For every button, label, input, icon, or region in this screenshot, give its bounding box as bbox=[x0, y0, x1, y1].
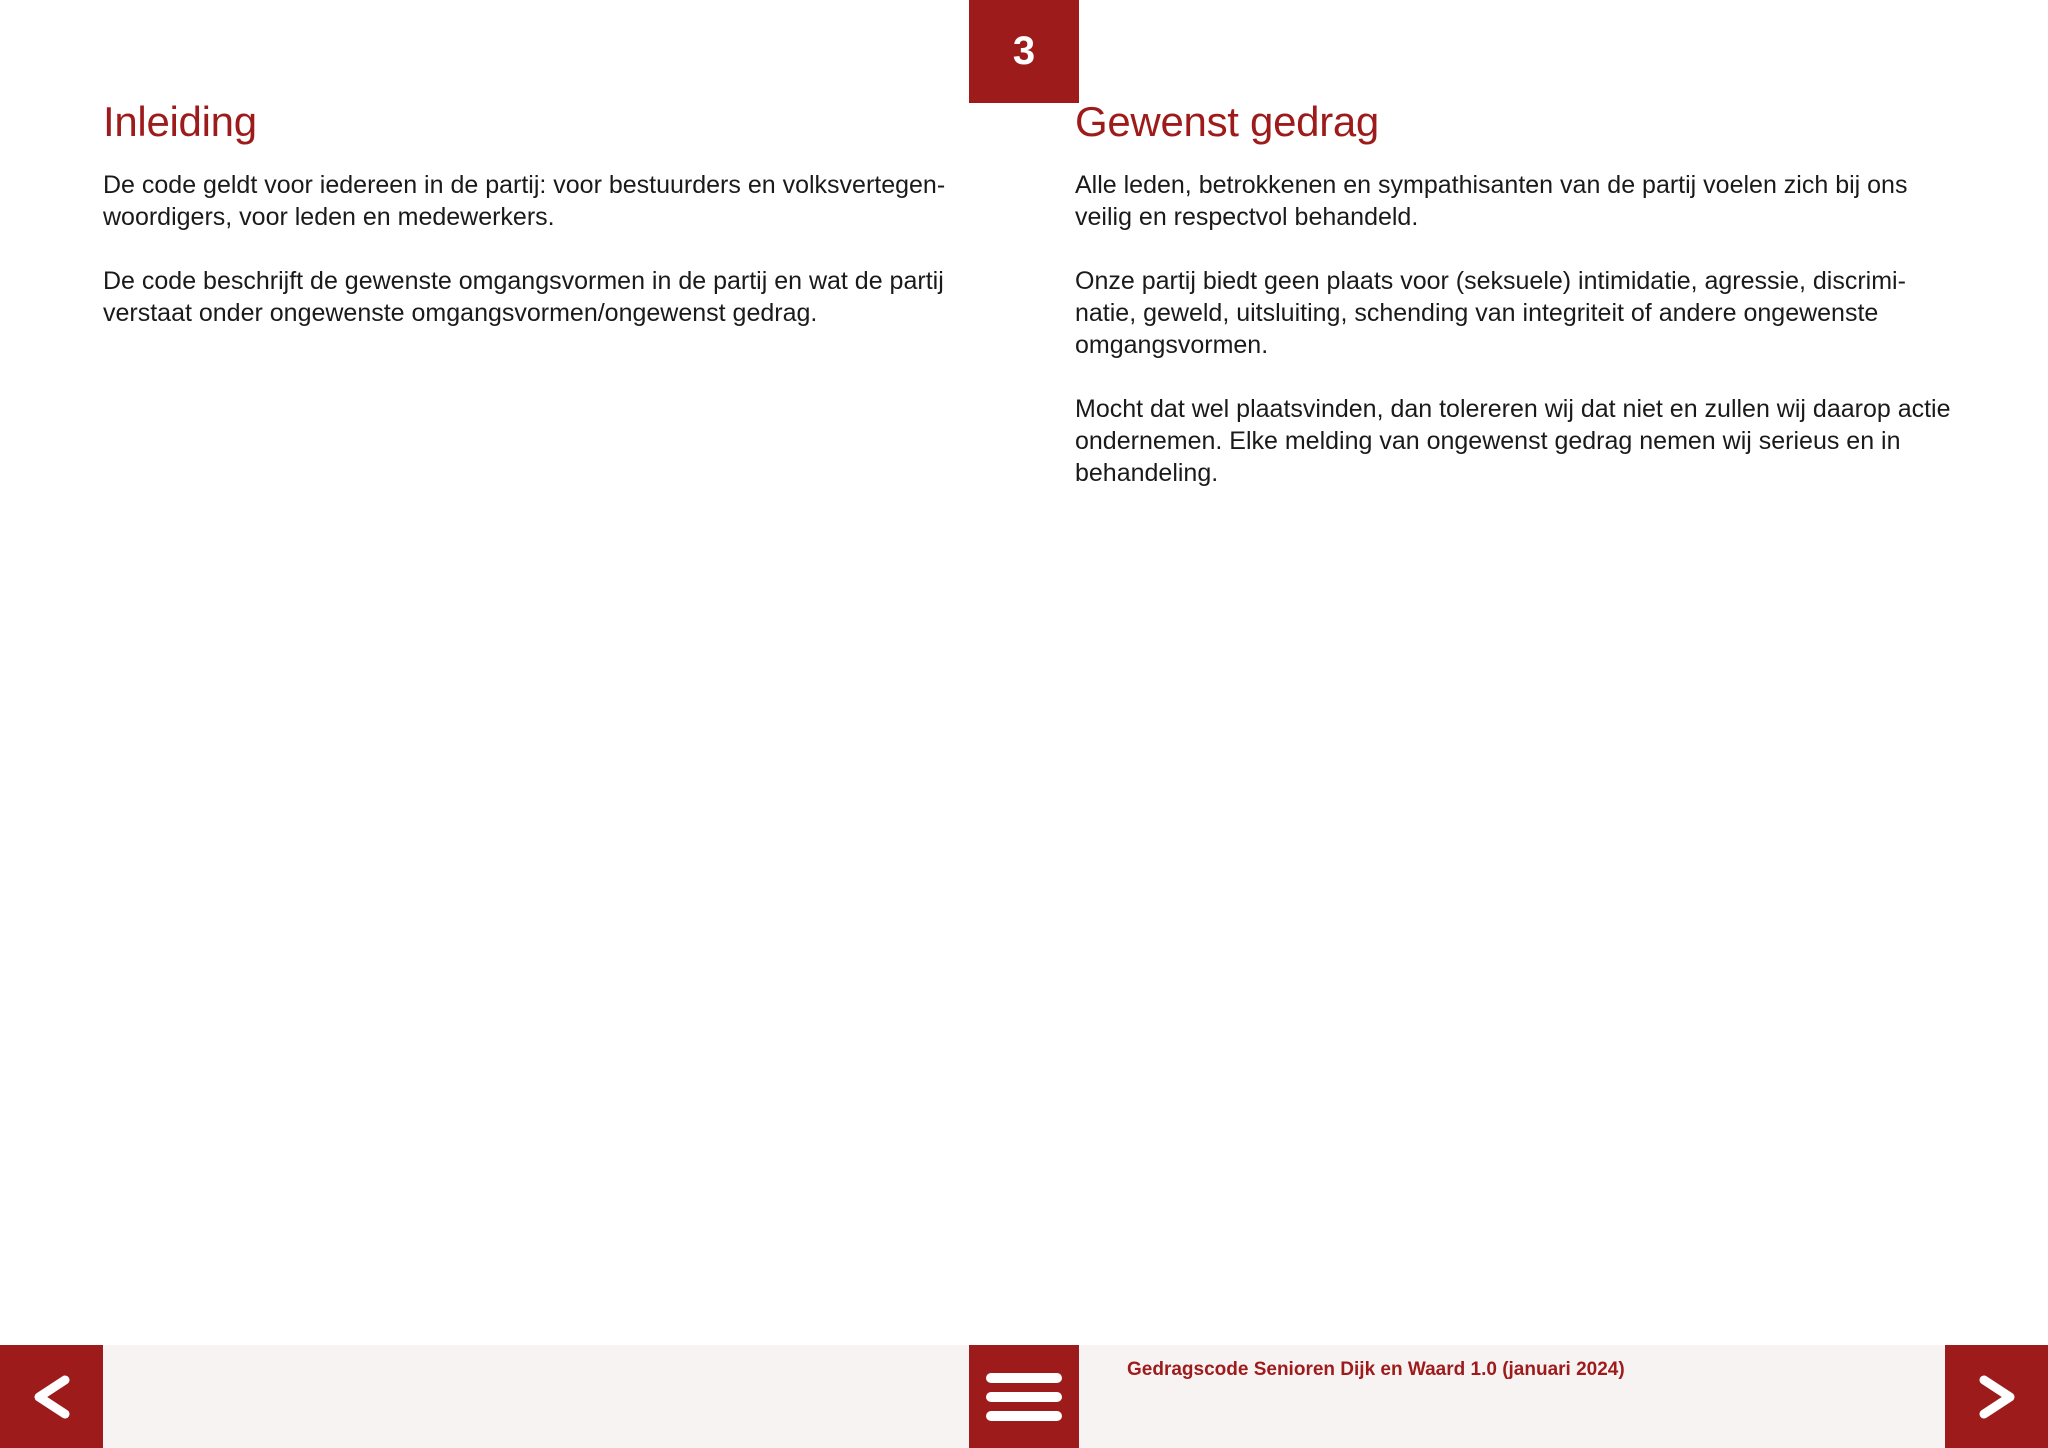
introduction-paragraph-2: De code beschrijft de gewenste omgangsvormen in de partij en wat de partij verstaat onder ongewenste omgangsvormen/ongewenst gedrag. bbox=[103, 267, 944, 327]
introduction-heading: Inleiding bbox=[103, 98, 257, 145]
introduction-paragraph-1: De code geldt voor iedereen in de partij: voor bestuurders en volksvertegen-woordigers, voor leden en medewerkers. bbox=[103, 171, 946, 231]
desired-behavior-paragraph-2: Onze partij biedt geen plaats voor (seksuele) intimidatie, agressie, discrimi-natie, geweld, uitsluiting, schending van integriteit of andere ongewenste omgangsvormen. bbox=[1075, 267, 1906, 359]
footer-bar bbox=[0, 1345, 2048, 1448]
page-number-badge bbox=[969, 0, 1079, 103]
previous-page-button[interactable] bbox=[0, 1345, 103, 1448]
desired-behavior-heading: Gewenst gedrag bbox=[1075, 98, 1379, 145]
desired-behavior-paragraph-3: Mocht dat wel plaatsvinden, dan tolereren wij dat niet en zullen wij daarop actie ondernemen. Elke melding van ongewenst gedrag nemen wij serieus en in behandeling. bbox=[1075, 395, 1951, 487]
document-title: Gedragscode Senioren Dijk en Waard 1.0 (januari 2024) bbox=[1127, 1359, 1625, 1380]
introduction-section bbox=[103, 92, 983, 329]
page-number: 3 bbox=[1012, 29, 1036, 73]
desired-behavior-paragraph-1: Alle leden, betrokkenen en sympathisanten van de partij voelen zich bij ons veilig en respectvol behandeld. bbox=[1075, 171, 1908, 231]
chevron-right-icon bbox=[1974, 1372, 2020, 1422]
desired-behavior-section bbox=[1075, 92, 1955, 489]
hamburger-menu-icon bbox=[985, 1370, 1063, 1424]
menu-button[interactable] bbox=[969, 1345, 1079, 1448]
chevron-left-icon bbox=[29, 1372, 75, 1422]
next-page-button[interactable] bbox=[1945, 1345, 2048, 1448]
